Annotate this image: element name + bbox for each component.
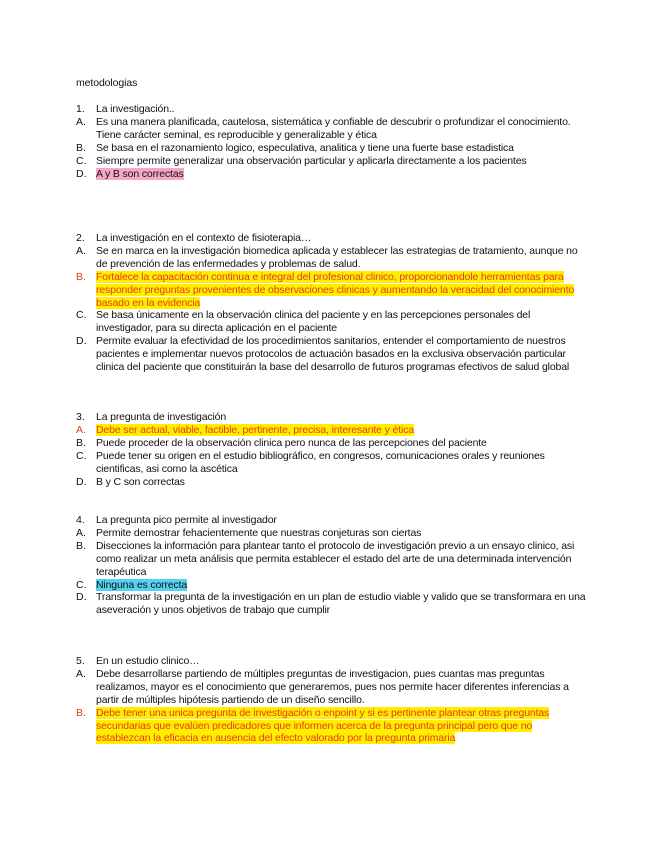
option-letter: B. bbox=[76, 706, 86, 719]
option-text: Siempre permite generalizar una observación particular y aplicarla directamente a los pacientes bbox=[96, 154, 527, 167]
question-text: La pregunta de investigación bbox=[96, 411, 227, 423]
option-c-highlighted bbox=[76, 579, 586, 592]
option-text: Se basa en el razonamiento logico, especulativa, analitica y tiene una fuerte base estadistica bbox=[96, 141, 514, 154]
highlighted-answer: Debe tener una unica pregunta de investigación o enpoint y si es pertinente plantear otras preguntas secundarias que evalúen predicadores que informen acerca de la pregunta principal pero que no establezcan la eficacia en ausencia del efecto valorado por la pregunta primaria bbox=[96, 706, 550, 745]
question-2 bbox=[76, 232, 586, 374]
question-3 bbox=[76, 411, 586, 488]
highlighted-answer: A y B son correctas bbox=[96, 167, 184, 180]
highlighted-answer: Debe ser actual, viable, factible, pertinente, precisa, interesante y ética bbox=[96, 423, 414, 436]
option-letter: A. bbox=[76, 244, 86, 257]
question-number: 4. bbox=[76, 514, 85, 526]
option-b-highlighted bbox=[76, 271, 586, 310]
option-text: Permite evaluar la efectividad de los procedimientos sanitarios, entender el comportamiento de nuestros pacientes e implementar nuevos protocolos de actuación basados en la exclusiva observación particular clinica del paciente que constituirán la base del desarrollo de futuros programas efectivos de salud global bbox=[96, 335, 570, 374]
question-stem bbox=[76, 655, 586, 668]
option-text: Transformar la pregunta de la investigación en un plan de estudio viable y valido que se transformara en una aseveración y unos objetivos de trabajo que cumplir bbox=[96, 591, 586, 617]
option-d bbox=[76, 476, 586, 489]
option-c bbox=[76, 309, 586, 335]
option-d-highlighted bbox=[76, 168, 586, 181]
highlighted-answer: Fortalece la capacitación continua e integral del profesional clinico, proporcionandole herramientas para responder preguntas provenientes de observaciones clinicas y aumentando la veracidad del conocimiento basado en la evidencia bbox=[96, 270, 575, 309]
question-stem bbox=[76, 411, 586, 424]
option-letter: A. bbox=[76, 667, 86, 680]
question-text: La pregunta pico permite al investigador bbox=[96, 514, 277, 526]
question-text: La investigación.. bbox=[96, 103, 175, 115]
question-4 bbox=[76, 514, 586, 617]
question-stem bbox=[76, 103, 586, 116]
option-letter: A. bbox=[76, 115, 86, 128]
option-a bbox=[76, 245, 586, 271]
option-text: B y C son correctas bbox=[96, 475, 185, 488]
option-text bbox=[96, 707, 586, 746]
option-c bbox=[76, 155, 586, 168]
question-stem bbox=[76, 514, 586, 527]
question-text: La investigación en el contexto de fisioterapia… bbox=[96, 232, 312, 244]
option-letter: D. bbox=[76, 167, 87, 180]
option-letter: B. bbox=[76, 436, 86, 449]
question-number: 3. bbox=[76, 411, 85, 423]
option-text bbox=[96, 271, 586, 310]
option-text: Es una manera planificada, cautelosa, sistemática y confiable de descubrir o profundizar el conocimiento. Tiene carácter seminal, es reproducible y generalizable y ética bbox=[96, 115, 571, 141]
option-text: Puede proceder de la observación clinica pero nunca de las percepciones del paciente bbox=[96, 436, 487, 449]
question-number: 2. bbox=[76, 232, 85, 244]
option-letter: D. bbox=[76, 335, 87, 348]
option-b-highlighted bbox=[76, 707, 586, 746]
question-1 bbox=[76, 103, 586, 180]
option-letter: C. bbox=[76, 449, 87, 462]
option-text: Se basa únicamente en la observación clinica del paciente y en las percepciones personales del investigador, para su directa aplicación en el paciente bbox=[96, 309, 531, 335]
option-b bbox=[76, 437, 586, 450]
option-text bbox=[96, 424, 586, 437]
highlighted-answer: Ninguna es correcta bbox=[96, 578, 188, 591]
option-letter: D. bbox=[76, 591, 87, 604]
question-number: 5. bbox=[76, 655, 85, 667]
option-letter: A. bbox=[76, 423, 86, 436]
option-letter: B. bbox=[76, 270, 86, 283]
option-text bbox=[96, 579, 586, 592]
option-text: Permite demostrar fehacientemente que nuestras conjeturas son ciertas bbox=[96, 526, 422, 539]
option-letter: B. bbox=[76, 539, 86, 552]
option-text: Puede tener su origen en el estudio bibliográfico, en congresos, comunicaciones orales y reuniones cientificas, asi como la ascética bbox=[96, 449, 545, 475]
question-number: 1. bbox=[76, 103, 85, 115]
option-a bbox=[76, 668, 586, 707]
option-letter: C. bbox=[76, 154, 87, 167]
option-b bbox=[76, 142, 586, 155]
option-a bbox=[76, 116, 586, 142]
option-text: Disecciones la información para plantear tanto el protocolo de investigación previo a un ensayo clinico, asi como realizar un meta análisis que permita establecer el estado del arte de una determinada intervención terapéutica bbox=[96, 539, 575, 578]
question-stem bbox=[76, 232, 586, 245]
option-d bbox=[76, 591, 586, 617]
option-text: Se en marca en la investigación biomedica aplicada y establecer las estrategias de tratamiento, aunque no de prevención de las enfermedades y problemas de salud. bbox=[96, 244, 578, 270]
option-letter: D. bbox=[76, 475, 87, 488]
question-text: En un estudio clinico… bbox=[96, 655, 200, 667]
question-5 bbox=[76, 655, 586, 745]
option-a-highlighted bbox=[76, 424, 586, 437]
option-d bbox=[76, 335, 586, 374]
option-text: Debe desarrollarse partiendo de múltiples preguntas de investigacion, pues cuantas mas preguntas realizamos, mayor es el conocimiento que generaremos, pues nos permite hacer diferentes inferencias a partir de múltiples hipótesis partiendo de un diseño sencillo. bbox=[96, 667, 569, 706]
page-title: metodologias bbox=[76, 77, 138, 89]
option-letter: B. bbox=[76, 141, 86, 154]
option-letter: C. bbox=[76, 578, 87, 591]
option-letter: C. bbox=[76, 309, 87, 322]
option-a bbox=[76, 527, 586, 540]
option-text bbox=[96, 168, 586, 181]
option-b bbox=[76, 540, 586, 579]
option-c bbox=[76, 450, 586, 476]
option-letter: A. bbox=[76, 526, 86, 539]
